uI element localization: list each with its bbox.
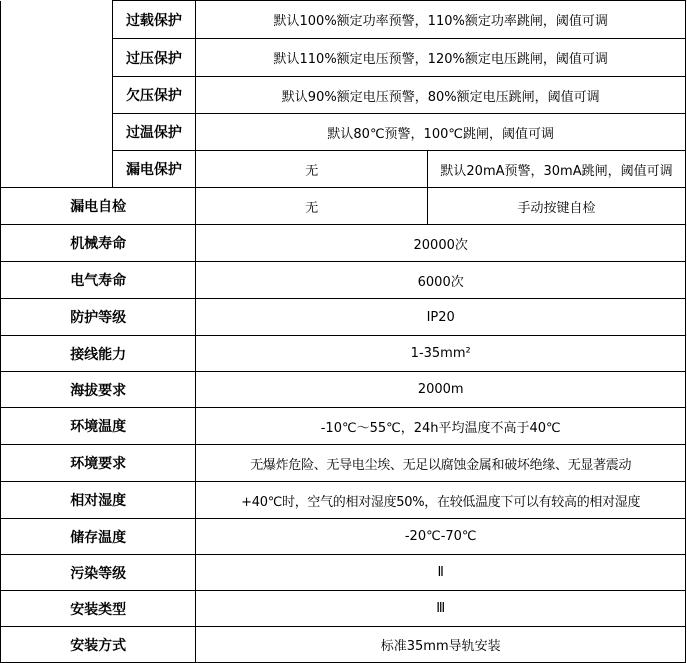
table-row bbox=[1, 1, 686, 39]
row-value: 默认90%额定电压预警，80%额定电压跳闸，阈值可调 bbox=[196, 77, 686, 114]
row-value: 2000m bbox=[196, 372, 686, 408]
row-label: 储存温度 bbox=[1, 519, 196, 555]
row-value: Ⅱ bbox=[196, 555, 686, 591]
table-row bbox=[1, 519, 686, 555]
row-label: 海拔要求 bbox=[1, 372, 196, 408]
row-value: 6000次 bbox=[196, 262, 686, 299]
row-label: 安装方式 bbox=[1, 627, 196, 663]
row-value: 默认110%额定电压预警，120%额定电压跳闸，阈值可调 bbox=[196, 39, 686, 77]
table-row bbox=[1, 372, 686, 408]
row-label: 环境温度 bbox=[1, 408, 196, 445]
row-value: 默认80℃预警，100℃跳闸，阈值可调 bbox=[196, 114, 686, 151]
row-value: 无爆炸危险、无导电尘埃、无足以腐蚀金属和破坏绝缘、无显著震动 bbox=[196, 445, 686, 482]
row-label: 欠压保护 bbox=[112, 77, 196, 114]
group-cell-blank bbox=[1, 1, 113, 188]
row-label: 机械寿命 bbox=[1, 225, 196, 262]
row-value: 20000次 bbox=[196, 225, 686, 262]
table-row bbox=[1, 262, 686, 299]
table-row bbox=[1, 591, 686, 627]
row-value-a: 无 bbox=[196, 188, 428, 225]
row-value: 标准35mm导轨安装 bbox=[196, 627, 686, 663]
row-value: 默认100%额定功率预警，110%额定功率跳闸，阈值可调 bbox=[196, 1, 686, 39]
row-value: -10℃～55℃，24h平均温度不高于40℃ bbox=[196, 408, 686, 445]
row-label: 过压保护 bbox=[112, 39, 196, 77]
row-value-b: 默认20mA预警，30mA跳闸，阈值可调 bbox=[428, 151, 686, 188]
table-row bbox=[1, 482, 686, 519]
row-label: 漏电自检 bbox=[1, 188, 196, 225]
table-row bbox=[1, 627, 686, 663]
row-label: 污染等级 bbox=[1, 555, 196, 591]
row-value: Ⅲ bbox=[196, 591, 686, 627]
row-value: 1-35mm² bbox=[196, 336, 686, 372]
row-label: 电气寿命 bbox=[1, 262, 196, 299]
row-label: 安装类型 bbox=[1, 591, 196, 627]
table-row bbox=[1, 299, 686, 336]
row-label: 漏电保护 bbox=[112, 151, 196, 188]
table-row bbox=[1, 408, 686, 445]
table-row bbox=[1, 555, 686, 591]
row-value: IP20 bbox=[196, 299, 686, 336]
row-value-a: 无 bbox=[196, 151, 428, 188]
row-label: 环境要求 bbox=[1, 445, 196, 482]
row-label: 防护等级 bbox=[1, 299, 196, 336]
table-row bbox=[1, 336, 686, 372]
table-row bbox=[1, 225, 686, 262]
row-label: 相对湿度 bbox=[1, 482, 196, 519]
row-value-b: 手动按键自检 bbox=[428, 188, 686, 225]
row-label: 过载保护 bbox=[112, 1, 196, 39]
table-row bbox=[1, 445, 686, 482]
table-row bbox=[1, 188, 686, 225]
row-value: +40℃时，空气的相对湿度50%，在较低温度下可以有较高的相对湿度 bbox=[196, 482, 686, 519]
row-label: 过温保护 bbox=[112, 114, 196, 151]
row-label: 接线能力 bbox=[1, 336, 196, 372]
row-value: -20℃-70℃ bbox=[196, 519, 686, 555]
